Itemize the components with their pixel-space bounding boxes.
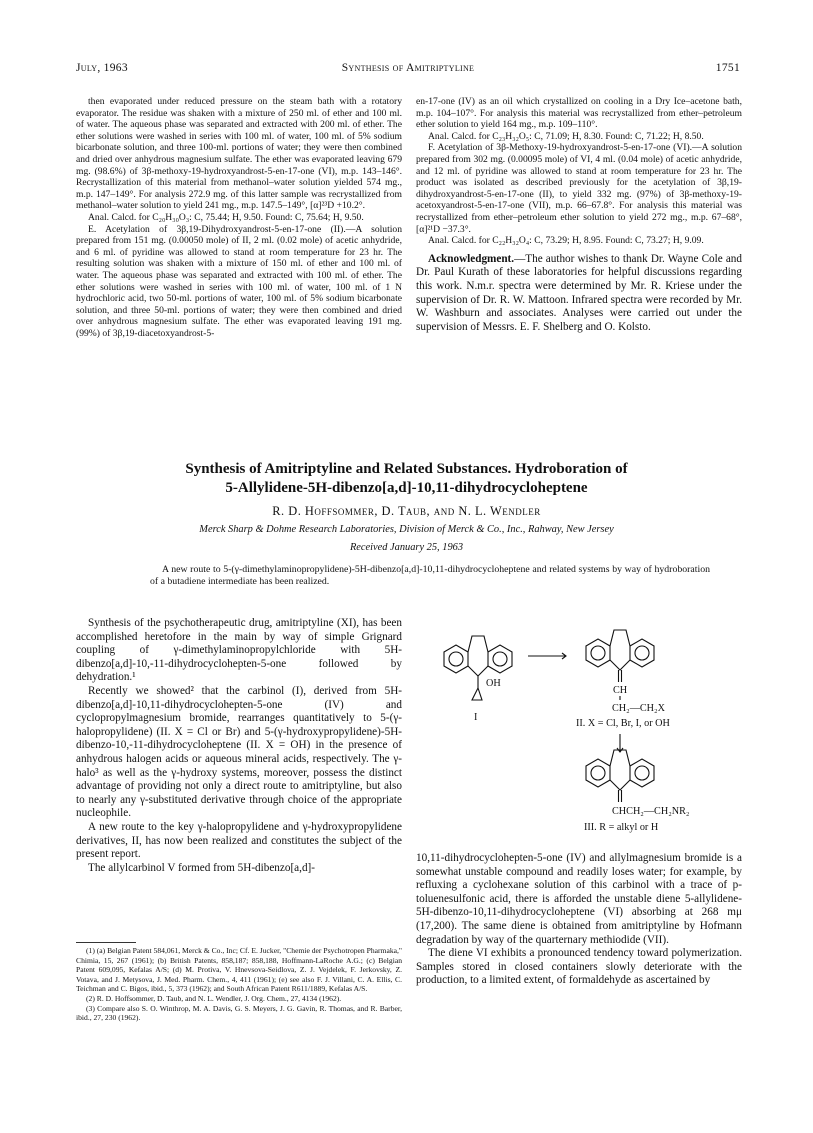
compound-I-label: I (474, 712, 478, 723)
paragraph: en-17-one (IV) as an oil which crystallized on cooling in a Dry Ice–acetone bath, m.p. 104–107°. For analysis this material was recrystallized from ether–petroleum ether solution to yield 164 mg., m.p. 109–110°. (416, 96, 742, 131)
footnote: (1) (a) Belgian Patent 584,061, Merck & Co., Inc; Cf. E. Jucker, "Chemie der Psychotropen Pharmaka," Chimia, 15, 267 (1961); (b) British Patents, 858,187; 858,188, Hoffmann-LaRoche A.G.; (c) Belgian Patent 609,095, Kefalas A/S; (d) M. Protiva, V. Hnevsova-Seidlova, Z. J. Vejdelek, F. Jerkovsky, Z. Votava, and J. Metysova, J. Med. Pharm. Chem., 4, 411 (1961); (e) see also F. J. Villani, C. A. Ellis, C. Teichman and C. Bigos, ibid., 5, 373 (1962); and South African Patent R611/1889, Kefalas A/S. (76, 946, 402, 994)
abstract (150, 564, 710, 588)
paragraph: The allylcarbinol V formed from 5H-dibenzo[a,d]- (88, 861, 315, 874)
article-title-line-1: Synthesis of Amitriptyline and Related Substances. Hydroboration of (185, 461, 628, 477)
paragraph: E. Acetylation of 3β,19-Dihydroxyandrost-5-en-17-one (II).—A solution prepared from 151 mg. (0.00050 mole) of II, 2 ml. (0.02 mole) of acetic anhydride, and 6 ml. of pyridine was allowed to stand at room temperature for 23 hr. The resulting solution was shaken with a mixture of 150 ml. of ether and 100 ml. of water. The aqueous phase was separated and extracted with 100 ml. of ether. The ether solutions were washed in series with 100 ml. of water, 100 ml. of 1 N hydrochloric acid, two 50-ml. portions of water, 100 ml. of 5% sodium bicarbonate solution, and three 50-ml. portions of water; they were then combined and dried over anhydrous magnesium sulfate. The ether was evaporated leaving 191 mg. (99%) of 3β,19-diacetoxyandrost-5- (76, 223, 402, 339)
footnotes (76, 946, 402, 1023)
paragraph: Synthesis of the psychotherapeutic drug, amitriptyline (XI), has been accomplished heretofore in the main by way of simple Grignard coupling of γ-dimethylaminopropylchloride with 5H-dibenzo[a,d]-10,-11-dihydrocyclohepten-5-one followed by dehydration.¹ (76, 617, 402, 684)
footnote: (3) Compare also S. O. Winthrop, M. A. Davis, G. S. Meyers, J. G. Gavin, R. Thomas, and R. Barber, ibid., 27, 230 (1962). (76, 1003, 402, 1023)
paragraph: Anal. Calcd. for C₂₂H₃₂O₄: C, 73.29; H, 8.95. Found: C, 73.27; H, 9.09. (428, 235, 704, 247)
article-title (60, 460, 753, 498)
paragraph: F. Acetylation of 3β-Methoxy-19-hydroxyandrost-5-en-17-one (VI).—A solution prepared from 302 mg. (0.00095 mole) of VI, 4 ml. (0.04 mole) of acetic anhydride, and 12 ml. of pyridine was allowed to stand at room temperature for 23 hr. The product was isolated as described previously for the acetylation of 3β,19-dihydroxyandrost-5-en-17-one (II), to yield 332 mg. (97%) of 3β-methoxy-19-acetoxyandrost-5-en-17-one (VII), m.p. 66–67.8°. For analysis this material was recrystallized from ether–petroleum ether solution to yield 272 mg., m.p. 67–68°, [α]²¹D −37.3°. (416, 142, 742, 235)
compound-III-structure (586, 750, 654, 802)
article-affiliation: Merck Sharp & Dohme Research Laboratories, Division of Merck & Co., Inc., Rahway, New Jersey (199, 524, 614, 535)
compound-I-structure (444, 636, 512, 700)
article-title-line-2: 5-Allylidene-5H-dibenzo[a,d]-10,11-dihydrocycloheptene (225, 480, 588, 496)
prev-article-right-column (416, 96, 742, 334)
paragraph: Recently we showed² that the carbinol (I), derived from 5H-dibenzo[a,d]-10,11-dihydrocyclohepten-5-one (IV) and cyclopropylmagnesium bromide, rearranges quantitatively to 5-(γ-halopropylidene) (II. X = Cl or Br) and 5-(γ-hydroxypropylidene)-5H-dibenzo-10,-11-dihydrocycloheptene (II. X = OH) in the presence of anhydrous halogen acids or aqueous mineral acids, respectively. The γ-halo³ as well as the γ-hydroxy systems, moreover, possess the distinct advantage of providing not only a direct route to amitriptyline, but also to nearly any γ-substituted derivative through choice of the appropriate nucleophile. (76, 684, 402, 820)
compound-II-chain: CH₂—CH₂X (612, 703, 665, 714)
paragraph: Anal. Calcd. for C₂₃H₃₂O₅: C, 71.09; H, 8.30. Found: C, 71.22; H, 8.50. (428, 130, 704, 142)
acknowledgment (416, 253, 742, 335)
compound-III-label: III. R = alkyl or H (584, 822, 659, 833)
article-authors: R. D. Hoffsommer, D. Taub, and N. L. Wendler (272, 504, 541, 518)
reaction-scheme (416, 616, 742, 848)
acknowledgment-heading: Acknowledgment. (428, 252, 515, 265)
header-date: July, 1963 (76, 62, 128, 74)
acknowledgment-body: —The author wishes to thank Dr. Wayne Cole and Dr. Paul Kurath of these laboratories for helpful discussions regarding this work. N.m.r. spectra were determined by Mr. R. Kriese under the supervision of Dr. R. W. Mattoon. Infrared spectra were recorded by Mr. W. Washburn and associates. Analyses were carried out under the supervision of Messrs. E. F. Shelberg and O. Kolsto. (416, 252, 742, 333)
header-page-number: 1751 (715, 62, 740, 74)
paragraph: Anal. Calcd. for C₂₀H₃₀O₃: C, 75.44; H, 9.50. Found: C, 75.64; H, 9.50. (88, 211, 364, 223)
paragraph: The diene VI exhibits a pronounced tendency toward polymerization. Samples stored in closed containers slowly deteriorate with the production, to a limited extent, of formaldehyde as ascertained by (416, 947, 742, 987)
prev-article-left-column (76, 96, 402, 339)
footnote: (2) R. D. Hoffsommer, D. Taub, and N. L. Wendler, J. Org. Chem., 27, 4134 (1962). (86, 993, 342, 1003)
compound-III-chain: CHCH₂—CH₂NR₂ (612, 806, 690, 817)
ch-label: CH (613, 685, 628, 696)
paragraph: then evaporated under reduced pressure on the steam bath with a rotatory evaporator. The residue was shaken with a mixture of 250 ml. of ether and 100 ml. of water. The aqueous phase was separated and extracted with 200 ml. of ether. The ether solutions were washed in series with 100 ml. of water, 100 ml. of 5% sodium bicarbonate solution, and three 100-ml. portions of water; they were then combined and dried over anhydrous magnesium sulfate. The ether was evaporated leaving 679 mg. (98.6%) of 3β-methoxy-19-hydroxyandrost-5-en-17-one (VI), m.p. 143–146°. Recrystallization of this material from methanol–water solution yielded 574 mg., m.p. 147–149°. For analysis 272.9 mg. of this latter sample was recrystallized from methanol–water solution to yield 241 mg., m.p. 147.5–149°, [α]²³D +10.2°. (76, 96, 402, 212)
header-title: Synthesis of Amitriptyline (341, 62, 475, 74)
received-date: Received January 25, 1963 (349, 542, 464, 553)
paragraph: A new route to the key γ-halopropylidene and γ-hydroxypropylidene derivatives, II, has now been realized and constitutes the subject of the present report. (76, 820, 402, 861)
compound-II-label: II. X = Cl, Br, I, or OH (576, 718, 670, 729)
footnote-rule (76, 942, 136, 943)
article-body-right (416, 852, 742, 988)
oh-label: OH (486, 678, 501, 689)
article-body-left (76, 617, 402, 875)
paragraph: 10,11-dihydrocyclohepten-5-one (IV) and allylmagnesium bromide is a somewhat unstable compound and readily loses water; for example, by refluxing a cyclohexane solution of this carbinol with a trace of p-toluenesulfonic acid, there is afforded the unstable diene 5-allylidene-5H-dibenzo-10,11-dihydrocycloheptene (VI) absorbing at 268 mμ (17,200). The same diene is obtained from amitriptyline by Hofmann degradation by way of the quarternary methiodide (VII). (416, 852, 742, 946)
running-header (76, 62, 740, 78)
abstract-text: A new route to 5-(γ-dimethylaminopropylidene)-5H-dibenzo[a,d]-10,11-dihydrocycloheptene and related systems by way of hydroboration of a butadiene intermediate has been realized. (150, 564, 710, 587)
